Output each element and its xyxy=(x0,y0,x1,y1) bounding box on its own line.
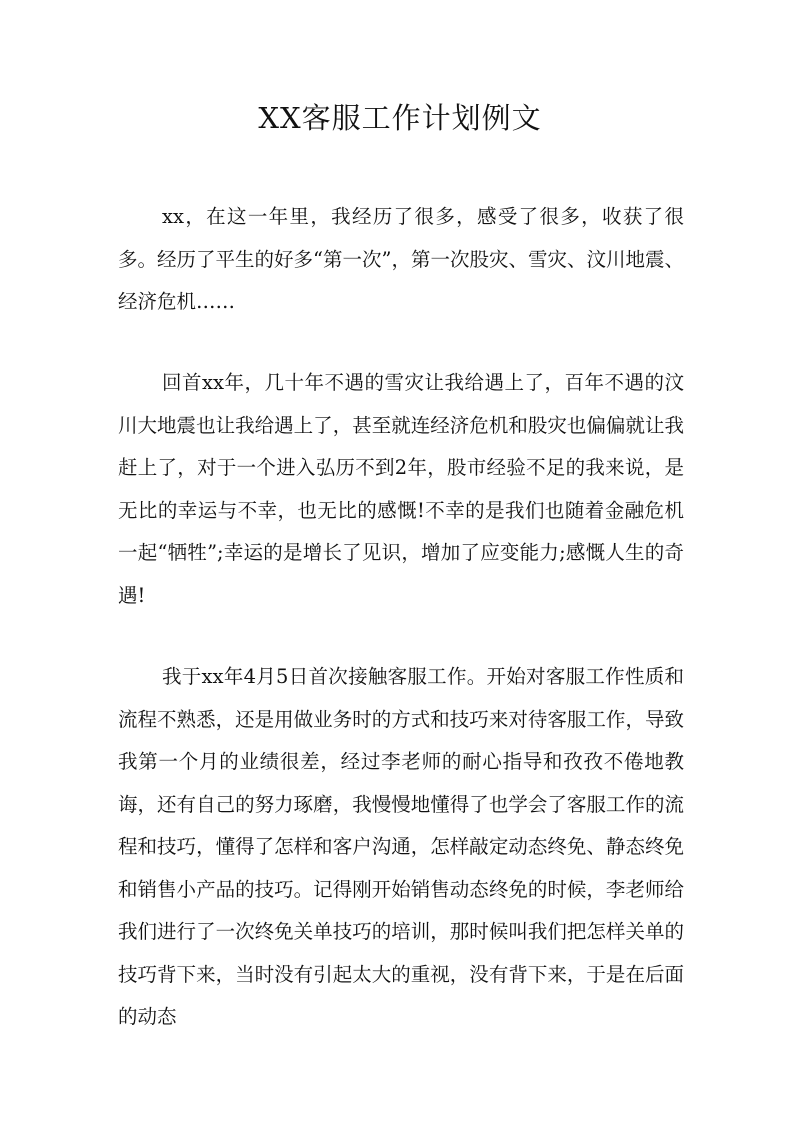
document-title: XX客服工作计划例文 xyxy=(258,101,542,135)
paragraph-2: 回首xx年，几十年不遇的雪灾让我给遇上了，百年不遇的汶川大地震也让我给遇上了，甚至就连经济危机和股灾也偏偏就让我赶上了，对于一个进入弘历不到2年，股市经验不足的我来说，是无比的幸运与不幸，也无比的感慨!不幸的是我们也随着金融危机一起“牺牲”;幸运的是增长了见识，增加了应变能力;感慨人生的奇遇! xyxy=(118,371,684,607)
paragraph-3: 我于xx年4月5日首次接触客服工作。开始对客服工作性质和流程不熟悉，还是用做业务时的方式和技巧来对待客服工作，导致我第一个月的业绩很差，经过李老师的耐心指导和孜孜不倦地教诲，还有自己的努力琢磨，我慢慢地懂得了也学会了客服工作的流程和技巧，懂得了怎样和客户沟通，怎样敲定动态终免、静态终免和销售小产品的技巧。记得刚开始销售动态终免的时候，李老师给我们进行了一次终免关单技巧的培训，那时候叫我们把怎样关单的技巧背下来，当时没有引起太大的重视，没有背下来，于是在后面的动态 xyxy=(118,665,684,1028)
paragraph-1: xx，在这一年里，我经历了很多，感受了很多，收获了很多。经历了平生的好多“第一次”，第一次股灾、雪灾、汶川地震、经济危机…… xyxy=(118,205,684,313)
